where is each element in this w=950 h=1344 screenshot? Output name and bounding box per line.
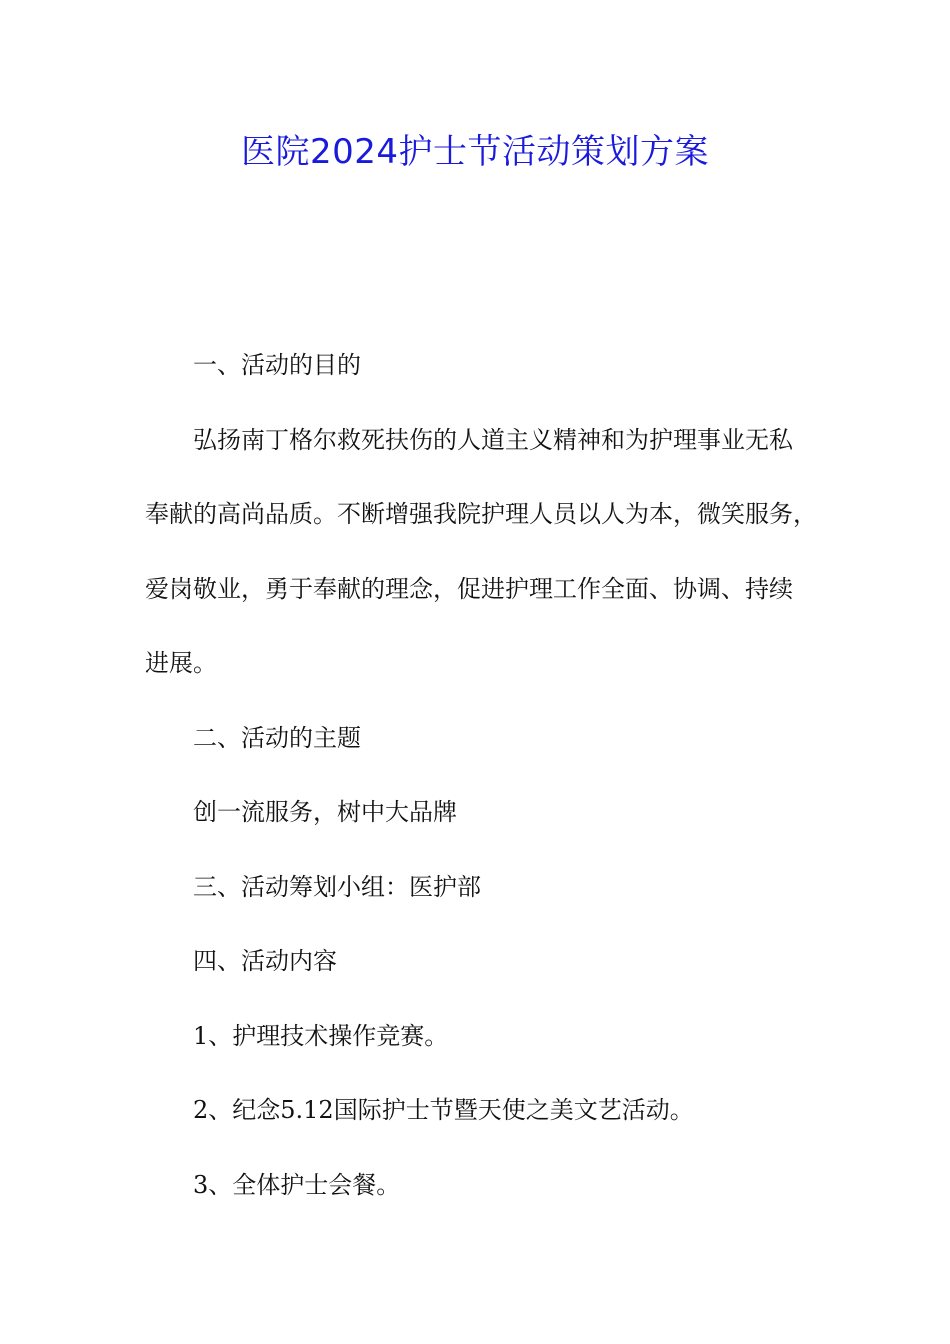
content-item-3: 3、全体护士会餐。 <box>193 1170 401 1199</box>
document-body <box>145 328 835 1222</box>
section-heading-purpose: 一、活动的目的 <box>193 351 361 379</box>
purpose-paragraph-line-2: 奉献的高尚品质。不断增强我院护理人员以人为本，微笑服务， <box>145 500 817 528</box>
content-item-2: 2、纪念5.12国际护士节暨天使之美文艺活动。 <box>193 1096 694 1124</box>
purpose-paragraph-line-1: 弘扬南丁格尔救死扶伤的人道主义精神和为护理事业无私 <box>193 425 793 454</box>
purpose-paragraph-line-4: 进展。 <box>145 649 217 677</box>
section-heading-theme: 二、活动的主题 <box>193 723 361 752</box>
theme-text: 创一流服务，树中大品牌 <box>193 798 457 826</box>
purpose-paragraph-line-3: 爱岗敬业，勇于奉献的理念，促进护理工作全面、协调、持续 <box>145 574 793 603</box>
section-heading-group: 三、活动筹划小组：医护部 <box>193 872 481 901</box>
content-item-1: 1、护理技术操作竞赛。 <box>193 1021 449 1050</box>
section-heading-content: 四、活动内容 <box>193 947 337 975</box>
document-title: 医院2024护士节活动策划方案 <box>240 132 710 172</box>
